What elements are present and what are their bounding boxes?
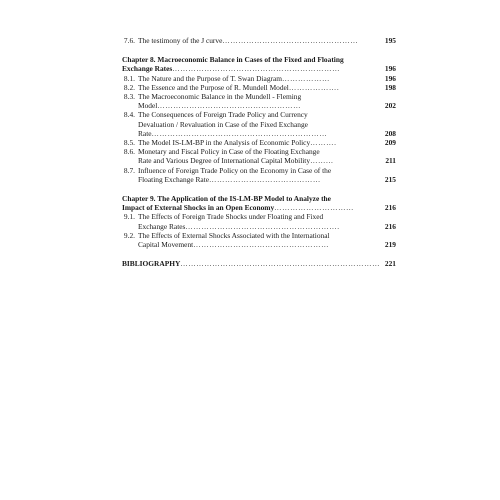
chapter-title-line: Chapter 8. Macroeconomic Balance in Cases of the Fixed and Floating (122, 55, 344, 65)
leader-dots: ……………………………………………………… (172, 64, 341, 74)
toc-entry-8-7[interactable] (122, 166, 396, 184)
toc-entry-8-6[interactable] (122, 147, 396, 165)
entry-number: 8.7. (123, 165, 135, 175)
leader-dots: …………………………………………………. (185, 221, 340, 231)
entry-page: 211 (385, 156, 396, 166)
entry-title: Influence of Foreign Trade Policy on the Economy in Case of the (138, 165, 332, 175)
toc-entry-8-1[interactable] (122, 74, 396, 83)
leader-dots: …………………………………………… (193, 240, 330, 250)
entry-page: 198 (384, 82, 396, 92)
entry-number: 8.2. (123, 82, 135, 92)
entry-number: 8.3. (123, 92, 135, 102)
entry-title: The Model IS-LM-BP in the Analysis of Economic Policy (138, 138, 311, 148)
entry-page: 195 (384, 36, 396, 45)
leader-dots: ……………………………………………… (157, 101, 302, 111)
entry-number: 8.4. (123, 110, 135, 120)
chapter-title-line: Exchange Rates (122, 64, 173, 74)
entry-title: The Essence and the Purpose of R. Mundell Model (138, 82, 289, 92)
entry-title: The Consequences of Foreign Trade Policy and Currency (138, 110, 308, 120)
toc-entry-7-6[interactable] (122, 36, 396, 45)
leader-dots: ………………. (288, 82, 340, 92)
entry-title-cont: Rate (138, 128, 152, 138)
chapter-title-line: Impact of External Shocks in an Open Economy (122, 203, 275, 213)
entry-page: 219 (384, 240, 396, 250)
entry-title: Monetary and Fiscal Policy in Case of the Floating Exchange (138, 147, 320, 157)
leader-dots: ………………………… (274, 203, 355, 213)
toc-entry-bibliography[interactable] (122, 259, 396, 268)
entry-number: 8.5. (123, 138, 135, 148)
entry-title: The Effects of External Shocks Associated with the International (138, 230, 330, 240)
entry-title-cont: Devaluation / Revaluation in Case of the Fixed Exchange (138, 119, 308, 129)
entry-title-cont: Model (138, 101, 158, 111)
entry-number: 8.6. (123, 147, 135, 157)
leader-dots: …………………………………… (209, 174, 321, 184)
entry-title-cont: Exchange Rates (138, 221, 186, 231)
leader-dots: …………………………………………… (222, 36, 359, 45)
entry-page: 216 (384, 221, 396, 231)
table-of-contents (122, 36, 396, 268)
entry-page: 202 (384, 101, 396, 111)
entry-title-cont: Capital Movement (138, 240, 194, 250)
toc-entry-8-4[interactable] (122, 110, 396, 138)
entry-number: 9.1. (123, 212, 135, 222)
leader-dots: ………. (310, 138, 337, 148)
entry-page: 196 (384, 64, 396, 74)
entry-title-cont: Floating Exchange Rate (138, 174, 210, 184)
leader-dots: ……... (310, 156, 334, 166)
entry-title: The Nature and the Purpose of T. Swan Diagram (138, 73, 283, 83)
entry-page: 215 (384, 174, 396, 184)
entry-title: The Macroeconomic Balance in the Mundell - Fleming (138, 92, 302, 102)
entry-page: 208 (384, 128, 396, 138)
leader-dots: ………………………………………………………… (151, 128, 328, 138)
chapter-8-heading[interactable] (122, 55, 396, 73)
toc-entry-9-1[interactable] (122, 212, 396, 230)
entry-number: 9.2. (123, 230, 135, 240)
toc-entry-8-5[interactable] (122, 138, 396, 147)
toc-entry-8-2[interactable] (122, 83, 396, 92)
entry-title: BIBLIOGRAPHY (122, 259, 181, 269)
leader-dots: ……………… (282, 73, 330, 83)
entry-page: 221 (384, 259, 396, 269)
entry-number: 8.1. (123, 73, 135, 83)
entry-page: 196 (384, 73, 396, 83)
leader-dots: ………………………………………………………………… (180, 259, 381, 269)
entry-title-cont: Rate and Various Degree of International Capital Mobility (138, 156, 311, 166)
toc-entry-9-2[interactable] (122, 231, 396, 249)
chapter-9-heading[interactable] (122, 194, 396, 212)
entry-title: The Effects of Foreign Trade Shocks under Floating and Fixed (138, 212, 324, 222)
toc-entry-8-3[interactable] (122, 92, 396, 110)
entry-page: 216 (384, 203, 396, 213)
entry-title: The testimony of the J curve (138, 36, 223, 45)
entry-page: 209 (384, 138, 396, 148)
chapter-title-line: Chapter 9. The Application of the IS-LM-BP Model to Analyze the (122, 194, 331, 204)
entry-number: 7.6. (123, 36, 135, 45)
